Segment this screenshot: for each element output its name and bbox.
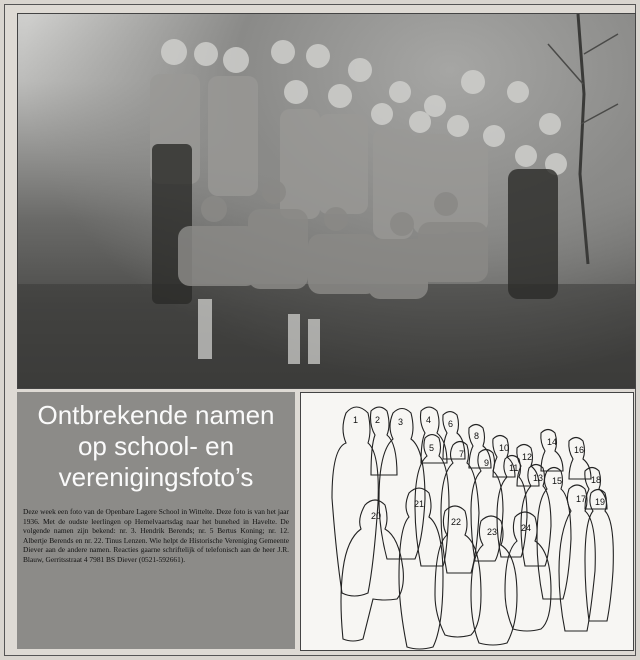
figure-outline-17 — [559, 485, 595, 631]
key-number-12: 12 — [522, 452, 533, 462]
headline-line-1: Ontbrekende namen — [37, 400, 275, 430]
key-number-8: 8 — [474, 431, 480, 441]
figure-outline-16 — [569, 438, 591, 480]
headline-line-3: verenigingsfoto’s — [58, 462, 254, 492]
key-outlines — [301, 393, 633, 650]
article-body: Deze week een foto van de Openbare Lagere School in Wittelte. Deze foto is van het jaar 1936. Met de oudste leerlingen op Hemelvaartsdag naar het bunehed in Havelte. De volgende namen zijn bekend: nr. 3. Hendrik Berends; nr. 5 Bertus Koning; nr. 12. Albertje Berends en nr. 22. Tinus Lenzen. Wie helpt de Historische Vereniging Gemeente Diever aan de andere namen. Reacties gaarne schriftelijk of telefonisch aan de heer J.R. Blauw, Gerritsstraat 4 7981 BS Diever (0521-592661). — [23, 507, 289, 564]
article-headline — [23, 400, 289, 493]
key-number-10: 10 — [499, 443, 510, 453]
key-number-17: 17 — [576, 494, 587, 504]
numbered-key-diagram — [300, 392, 634, 651]
key-number-24: 24 — [521, 523, 532, 533]
key-number-21: 21 — [414, 499, 425, 509]
key-number-19: 19 — [595, 497, 606, 507]
school-photo — [17, 13, 636, 389]
photo-figures — [18, 14, 635, 388]
key-number-15: 15 — [552, 476, 563, 486]
key-number-2: 2 — [375, 415, 381, 425]
key-number-14: 14 — [547, 437, 558, 447]
article-caption — [17, 392, 295, 649]
figure-outline-14 — [541, 430, 563, 472]
figure-outline-1 — [332, 407, 381, 596]
figure-outline-15 — [537, 468, 571, 600]
key-number-1: 1 — [353, 415, 359, 425]
key-number-23: 23 — [487, 527, 498, 537]
key-number-20: 20 — [371, 511, 382, 521]
key-number-5: 5 — [429, 443, 435, 453]
key-number-6: 6 — [448, 419, 454, 429]
key-number-7: 7 — [459, 449, 465, 459]
key-number-4: 4 — [426, 415, 432, 425]
key-number-3: 3 — [398, 417, 404, 427]
key-number-18: 18 — [591, 475, 602, 485]
headline-line-2: op school- en — [77, 431, 235, 461]
key-number-9: 9 — [484, 458, 490, 468]
key-number-13: 13 — [533, 473, 544, 483]
key-number-11: 11 — [509, 463, 519, 473]
newspaper-clipping — [4, 4, 636, 656]
key-number-22: 22 — [451, 517, 462, 527]
key-number-16: 16 — [574, 445, 585, 455]
